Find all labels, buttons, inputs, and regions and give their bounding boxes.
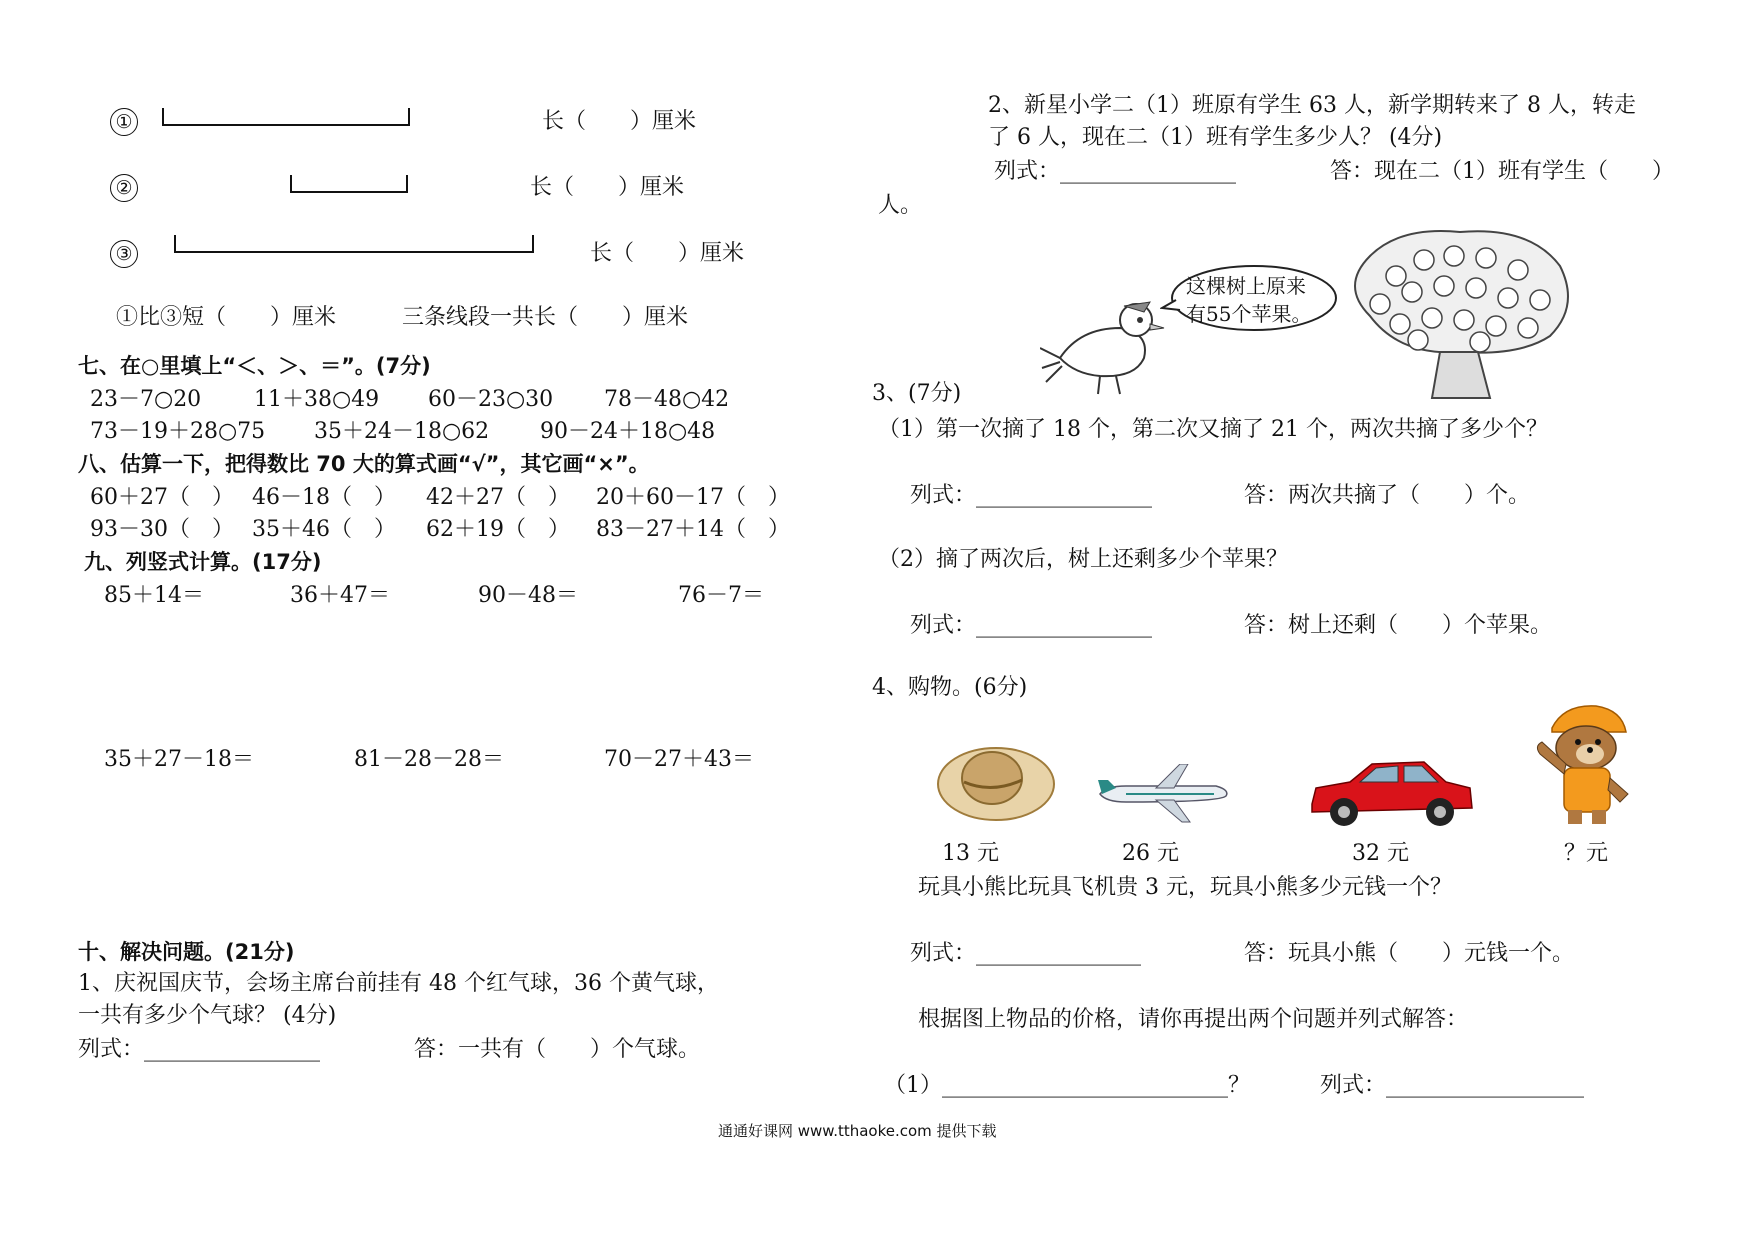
q3-2-answer: 答：树上还剩（ ）个苹果。 — [1244, 613, 1553, 638]
s9-item: 35＋27－18＝ — [104, 747, 254, 772]
s8-item: 46－18（ ） — [252, 485, 396, 510]
s8-item: 93－30（ ） — [90, 517, 234, 542]
q4-extra: 根据图上物品的价格，请你再提出两个问题并列式解答： — [918, 1007, 1469, 1032]
section-10-title: 十、解决问题。(21分) — [78, 940, 295, 964]
bear-toy-icon — [1534, 702, 1634, 826]
q1-line2: 一共有多少个气球？ (4分) — [78, 1003, 337, 1028]
q4-answer: 答：玩具小熊（ ）元钱一个。 — [1244, 941, 1575, 966]
s9-item: 81－28－28＝ — [354, 747, 504, 772]
s9-item: 76－7＝ — [678, 583, 764, 608]
s9-item: 90－48＝ — [478, 583, 578, 608]
q2-line1: 2、新星小学二（1）班原有学生 63 人，新学期转来了 8 人，转走 — [988, 93, 1636, 118]
s7-item: 90－24＋18○48 — [540, 419, 716, 444]
s7-item: 60－23○30 — [428, 387, 554, 412]
price-hat: 13 元 — [942, 841, 999, 866]
s8-item: 35＋46（ ） — [252, 517, 396, 542]
price-airplane: 26 元 — [1122, 841, 1179, 866]
s7-item: 73－19＋28○75 — [90, 419, 266, 444]
q3-2-formula: 列式：________________ — [910, 613, 1153, 638]
q2-answer: 答：现在二（1）班有学生（ ） — [1330, 159, 1674, 184]
q4-sub1: （1）__________________________？ — [884, 1073, 1250, 1098]
segment-2-line — [290, 175, 408, 193]
s8-item: 83－27＋14（ ） — [596, 517, 790, 542]
hat-icon — [934, 738, 1058, 824]
footer-source: 通通好课网 www.tthaoke.com 提供下载 — [718, 1122, 997, 1140]
q3-title: 3、(7分) — [872, 381, 962, 406]
price-bear: ？元 — [1564, 841, 1609, 866]
section-9-title: 九、列竖式计算。(17分) — [84, 550, 322, 574]
section-8-title: 八、估算一下，把得数比 70 大的算式画“√”，其它画“×”。 — [78, 452, 650, 476]
q1-formula: 列式：________________ — [78, 1037, 321, 1062]
segment-3-line — [174, 235, 534, 253]
apple-tree-illustration — [1340, 226, 1580, 402]
s8-item: 42＋27（ ） — [426, 485, 570, 510]
q3-1-formula: 列式：________________ — [910, 483, 1153, 508]
q2-unit: 人。 — [878, 193, 923, 218]
q3-1-answer: 答：两次共摘了（ ）个。 — [1244, 483, 1531, 508]
s9-item: 70－27＋43＝ — [604, 747, 754, 772]
s8-item: 62＋19（ ） — [426, 517, 570, 542]
q4-text: 玩具小熊比玩具飞机贵 3 元，玩具小熊多少元钱一个？ — [918, 875, 1452, 900]
q4-sub1-formula: 列式：__________________ — [1320, 1073, 1585, 1098]
s8-item: 60＋27（ ） — [90, 485, 234, 510]
car-icon — [1306, 752, 1476, 830]
s7-item: 23－7○20 — [90, 387, 202, 412]
q3-1-text: （1）第一次摘了 18 个，第二次又摘了 21 个，两次共摘了多少个？ — [878, 417, 1548, 442]
q2-formula: 列式：________________ — [994, 159, 1237, 184]
s7-item: 11＋38○49 — [254, 387, 380, 412]
segment-1-line — [162, 108, 410, 126]
bubble-line2: 有55个苹果。 — [1186, 302, 1312, 326]
q1-answer: 答：一共有（ ）个气球。 — [414, 1037, 701, 1062]
s7-item: 35＋24－18○62 — [314, 419, 490, 444]
bird-illustration — [1040, 278, 1170, 396]
s9-item: 36＋47＝ — [290, 583, 390, 608]
q2-line2: 了 6 人，现在二（1）班有学生多少人？ (4分) — [988, 125, 1443, 150]
airplane-icon — [1096, 764, 1232, 824]
segment-1-number: ① — [110, 108, 138, 136]
bubble-line1: 这棵树上原来 — [1186, 274, 1306, 298]
q4-title: 4、购物。(6分) — [872, 675, 1028, 700]
q4-formula: 列式：_______________ — [910, 941, 1142, 966]
q3-2-text: （2）摘了两次后，树上还剩多少个苹果？ — [878, 547, 1288, 572]
s9-item: 85＋14＝ — [104, 583, 204, 608]
segment-compare: ①比③短（ ）厘米 三条线段一共长（ ）厘米 — [116, 305, 689, 330]
s8-item: 20＋60－17（ ） — [596, 485, 790, 510]
s7-item: 78－48○42 — [604, 387, 730, 412]
section-7-title: 七、在○里填上“＜、＞、＝”。(7分) — [78, 354, 431, 378]
segment-2-length: 长（ ）厘米 — [530, 175, 685, 200]
segment-2-number: ② — [110, 174, 138, 202]
segment-3-number: ③ — [110, 240, 138, 268]
price-car: 32 元 — [1352, 841, 1409, 866]
segment-1-length: 长（ ）厘米 — [542, 109, 697, 134]
segment-3-length: 长（ ）厘米 — [590, 241, 745, 266]
q1-line1: 1、庆祝国庆节，会场主席台前挂有 48 个红气球，36 个黄气球， — [78, 971, 719, 996]
